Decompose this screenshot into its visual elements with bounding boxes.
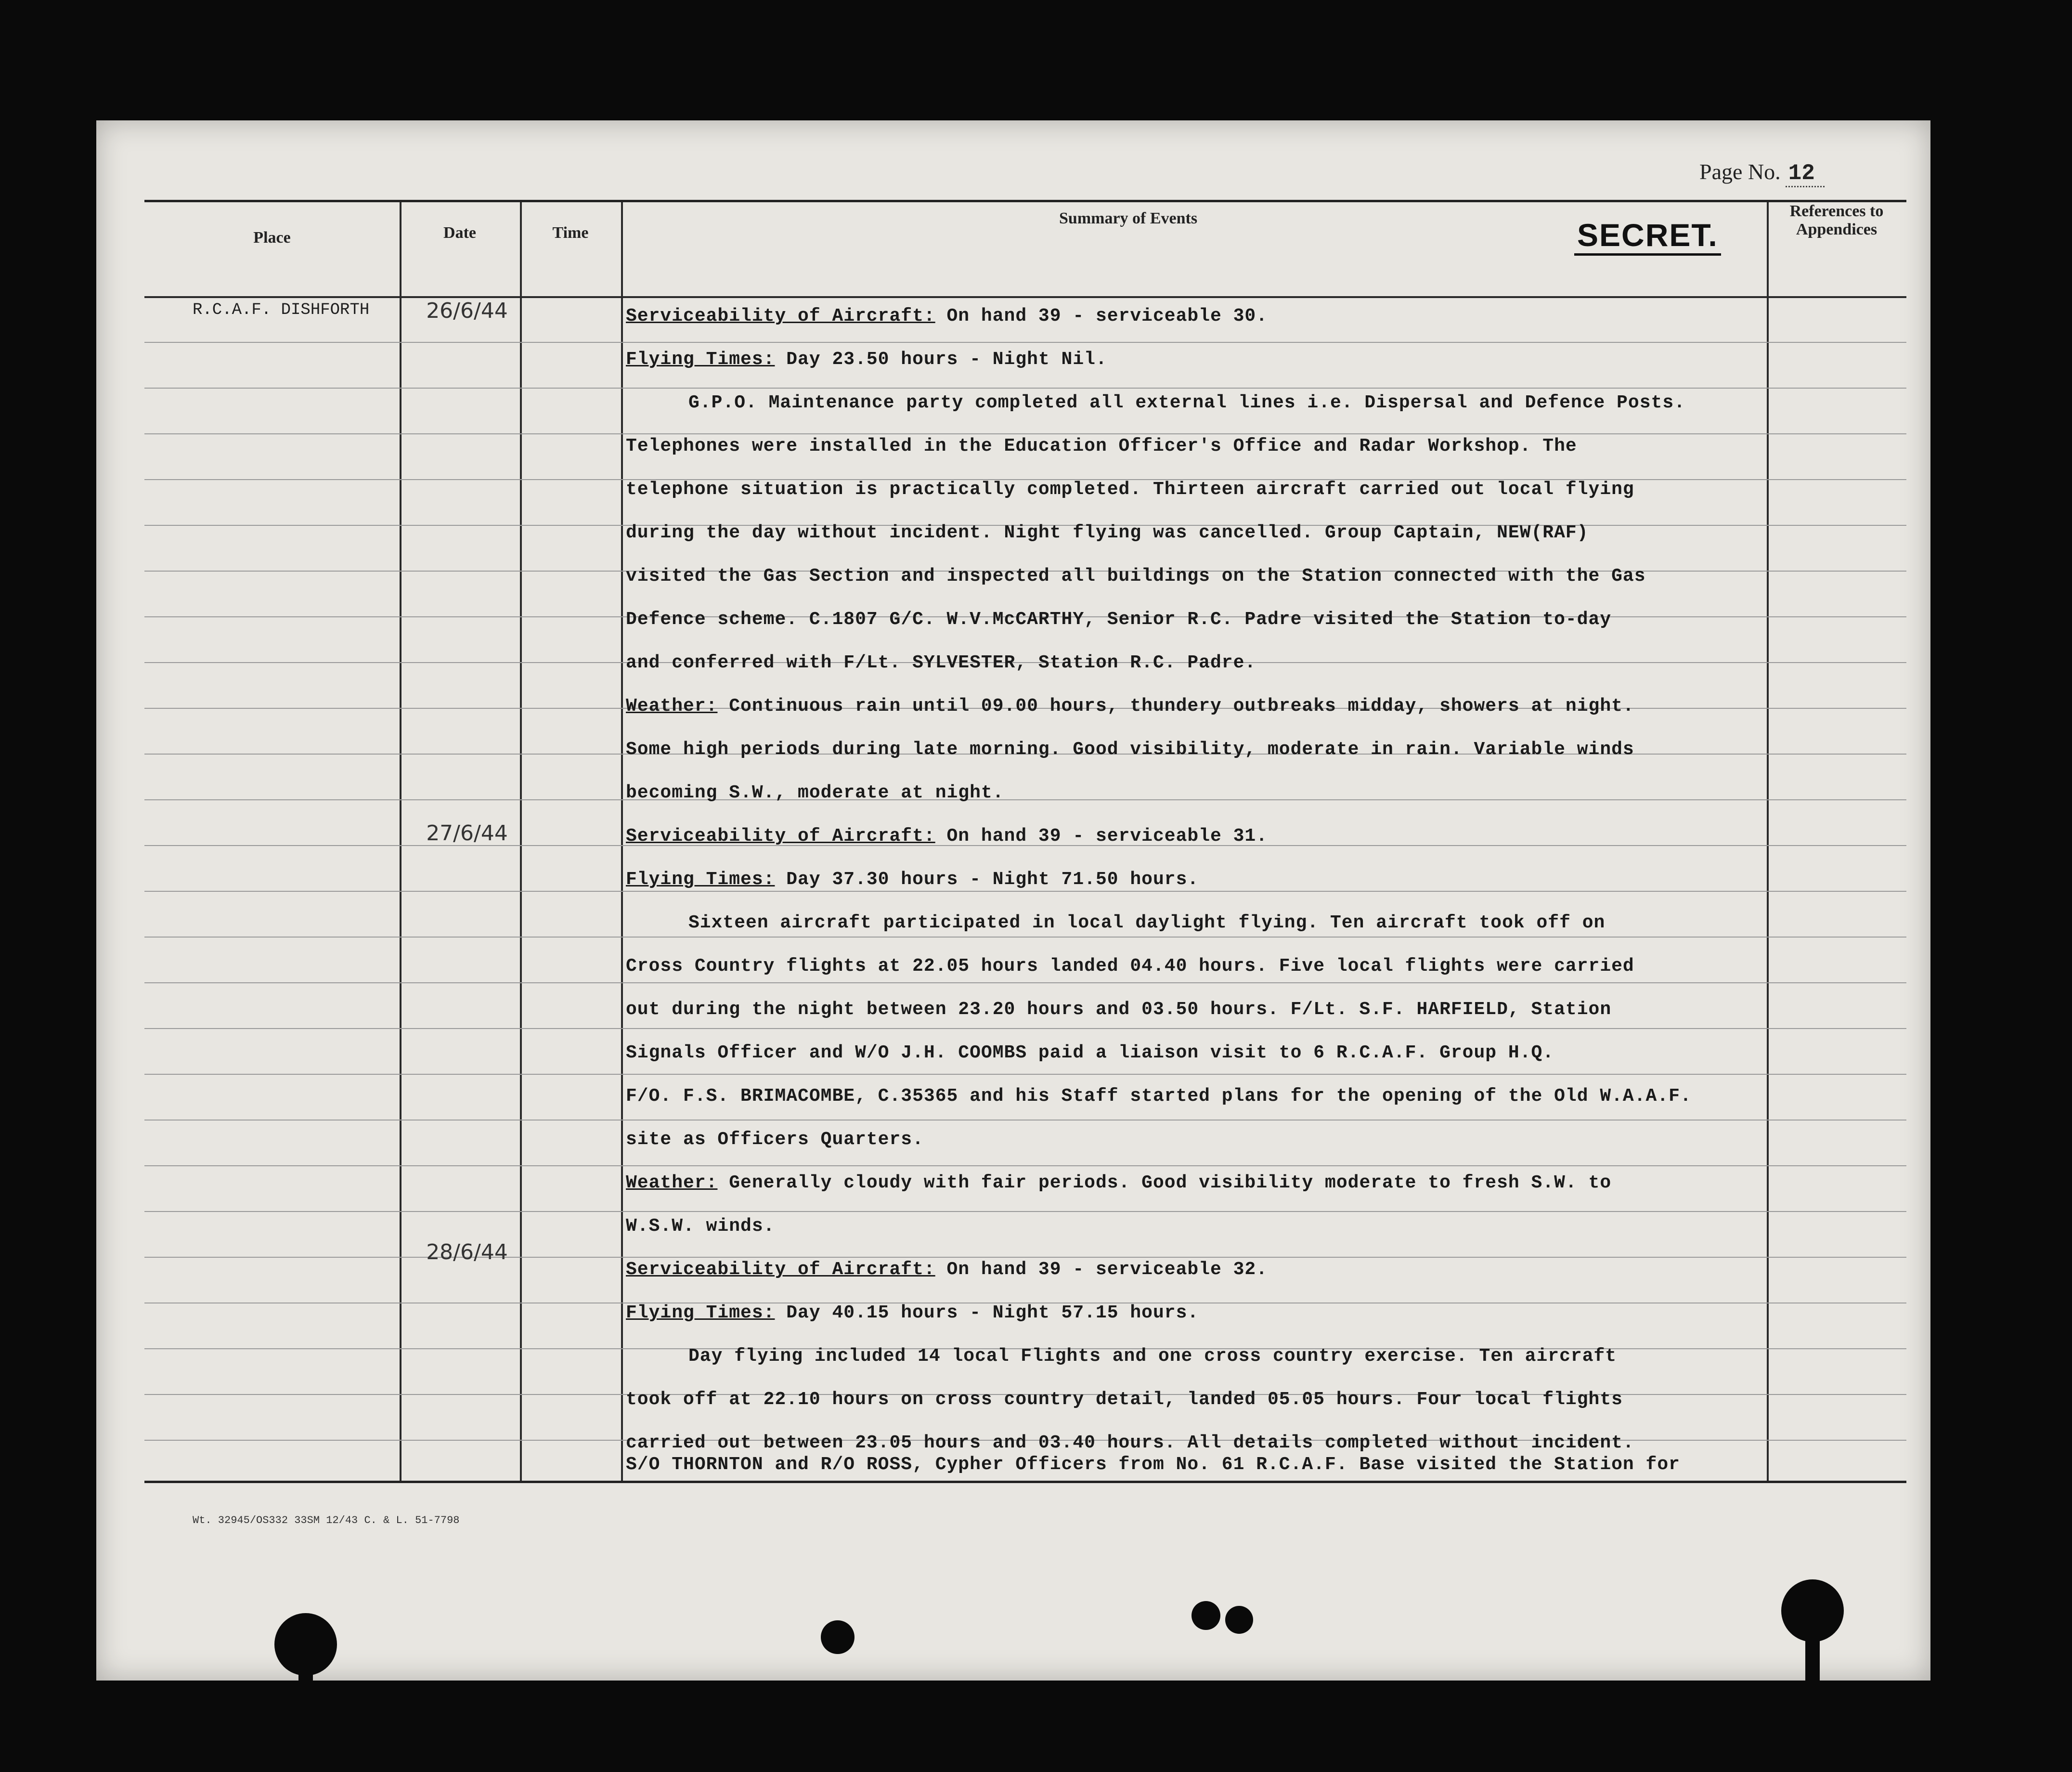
- summary-line: Serviceability of Aircraft: On hand 39 - serviceable 32.: [626, 1259, 1268, 1280]
- header-references: References to Appendices: [1789, 202, 1884, 238]
- header-separator: [144, 296, 1906, 298]
- summary-line: Flying Times: Day 37.30 hours - Night 71.50 hours.: [626, 869, 1199, 890]
- summary-line: Sixteen aircraft participated in local daylight flying. Ten aircraft took off on: [688, 912, 1606, 933]
- summary-line: Serviceability of Aircraft: On hand 39 - serviceable 31.: [626, 826, 1268, 847]
- summary-line: Signals Officer and W/O J.H. COOMBS paid a liaison visit to 6 R.C.A.F. Group H.Q.: [626, 1042, 1554, 1063]
- summary-line: telephone situation is practically completed. Thirteen aircraft carried out local flying: [626, 479, 1634, 500]
- summary-line: Telephones were installed in the Education Officer's Office and Radar Workshop. The: [626, 436, 1577, 456]
- summary-line: S/O THORNTON and R/O ROSS, Cypher Officers from No. 61 R.C.A.F. Base visited the Station for: [626, 1454, 1680, 1475]
- col-divider-summary: [1767, 202, 1769, 1481]
- summary-line: Defence scheme. C.1807 G/C. W.V.McCARTHY, Senior R.C. Padre visited the Station to-day: [626, 609, 1612, 630]
- date-entry-1: 26/6/44: [426, 299, 508, 323]
- header-summary: Summary of Events: [1059, 209, 1198, 227]
- summary-line: carried out between 23.05 hours and 03.40 hours. All details completed without incident.: [626, 1433, 1634, 1453]
- page-number: [1699, 159, 1825, 186]
- summary-line: becoming S.W., moderate at night.: [626, 782, 1004, 803]
- page-number-value: 12: [1786, 161, 1825, 187]
- summary-line: Flying Times: Day 23.50 hours - Night Nil.: [626, 349, 1107, 370]
- summary-line: Cross Country flights at 22.05 hours landed 04.40 hours. Five local flights were carried: [626, 956, 1634, 977]
- secret-stamp: SECRET.: [1574, 217, 1721, 256]
- summary-line: Flying Times: Day 40.15 hours - Night 57.15 hours.: [626, 1303, 1199, 1323]
- summary-line: Some high periods during late morning. Good visibility, moderate in rain. Variable winds: [626, 739, 1634, 760]
- header-date: Date: [443, 224, 476, 242]
- summary-line: during the day without incident. Night flying was cancelled. Group Captain, NEW(RAF): [626, 522, 1589, 543]
- summary-line: Weather: Continuous rain until 09.00 hours, thundery outbreaks midday, showers at night.: [626, 696, 1634, 717]
- col-divider-date: [520, 202, 522, 1481]
- col-divider-time: [621, 202, 623, 1481]
- header-place: Place: [253, 229, 291, 247]
- summary-line: visited the Gas Section and inspected all buildings on the Station connected with the Gas: [626, 566, 1646, 586]
- binder-hole: [1191, 1601, 1220, 1630]
- summary-line: out during the night between 23.20 hours and 03.50 hours. F/Lt. S.F. HARFIELD, Station: [626, 999, 1612, 1020]
- date-entry-2: 27/6/44: [426, 821, 508, 846]
- summary-line: and conferred with F/Lt. SYLVESTER, Station R.C. Padre.: [626, 652, 1256, 673]
- summary-line: Day flying included 14 local Flights and one cross country exercise. Ten aircraft: [688, 1346, 1617, 1367]
- binder-hole: [821, 1620, 855, 1654]
- date-entry-3: 28/6/44: [426, 1240, 508, 1264]
- binder-hole: [1225, 1606, 1253, 1634]
- summary-line: site as Officers Quarters.: [626, 1129, 924, 1150]
- summary-line: took off at 22.10 hours on cross country detail, landed 05.05 hours. Four local flights: [626, 1389, 1623, 1410]
- place-entry: R.C.A.F. DISHFORTH: [193, 301, 370, 319]
- summary-line: Serviceability of Aircraft: On hand 39 - serviceable 30.: [626, 306, 1268, 326]
- binder-peg: [298, 1661, 313, 1690]
- summary-line: F/O. F.S. BRIMACOMBE, C.35365 and his Staff started plans for the opening of the Old W.A.A.F.: [626, 1086, 1692, 1107]
- col-divider-place: [400, 202, 401, 1481]
- summary-line: G.P.O. Maintenance party completed all external lines i.e. Dispersal and Defence Posts.: [688, 392, 1685, 413]
- printer-imprint: Wt. 32945/OS332 33SM 12/43 C. & L. 51-7798: [193, 1514, 460, 1526]
- summary-line: Weather: Generally cloudy with fair periods. Good visibility moderate to fresh S.W. to: [626, 1173, 1612, 1193]
- form-sheet: [96, 120, 1930, 1681]
- summary-line: W.S.W. winds.: [626, 1216, 775, 1237]
- header-time: Time: [552, 224, 589, 242]
- page-number-label: Page No.: [1699, 159, 1781, 184]
- binder-peg: [1805, 1628, 1820, 1681]
- operations-record-table: [144, 200, 1906, 1483]
